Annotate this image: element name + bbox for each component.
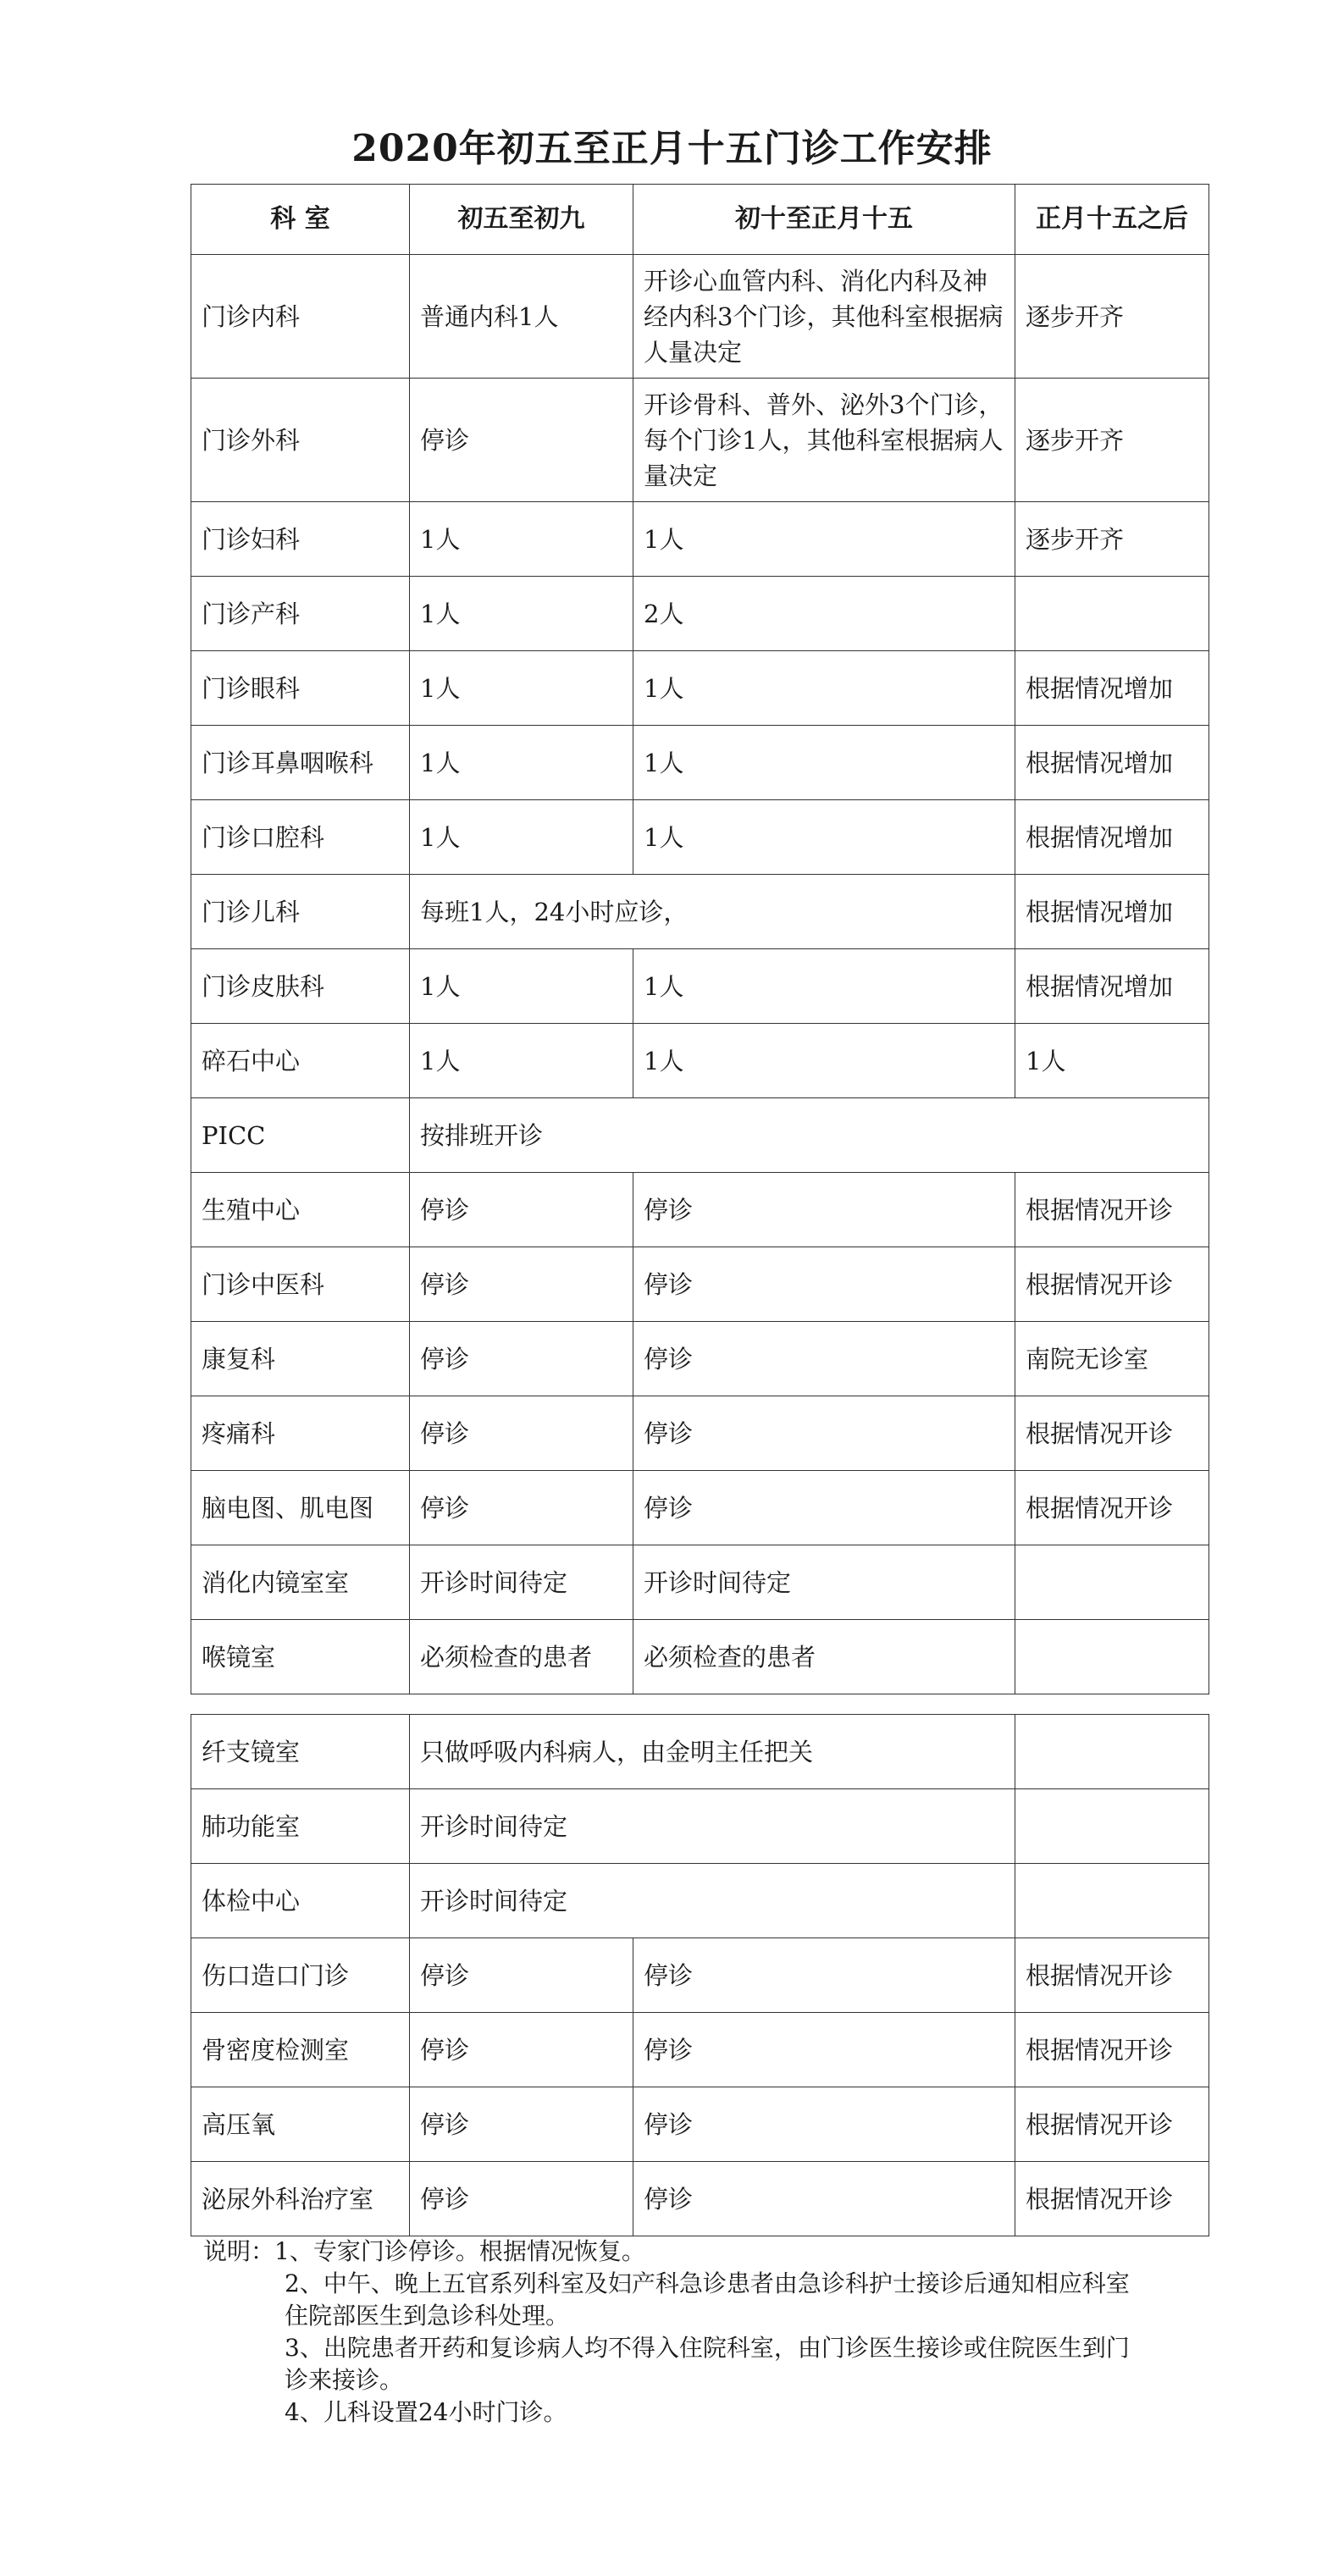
table-row (191, 651, 1209, 726)
period-3-cell: 根据情况开诊 (1015, 1396, 1209, 1471)
period-2-cell: 1人 (633, 502, 1015, 577)
table-row (191, 502, 1209, 577)
table-row (191, 1789, 1209, 1864)
period-3-cell: 根据情况增加 (1015, 726, 1209, 800)
table-row (191, 1864, 1209, 1938)
period-2-cell: 停诊 (633, 2162, 1015, 2236)
period-1-cell: 1人 (410, 502, 633, 577)
table-row (191, 2013, 1209, 2087)
dept-cell: 伤口造口门诊 (191, 1938, 410, 2013)
period-3-cell: 逐步开齐 (1015, 379, 1209, 502)
header-period-2: 初十至正月十五 (633, 185, 1015, 255)
period-3-cell (1015, 577, 1209, 651)
period-1-2-merged-cell: 开诊时间待定 (410, 1789, 1015, 1864)
period-3-cell: 根据情况开诊 (1015, 2013, 1209, 2087)
period-1-cell: 1人 (410, 726, 633, 800)
period-1-cell: 停诊 (410, 1396, 633, 1471)
header-period-3: 正月十五之后 (1015, 185, 1209, 255)
period-3-cell: 逐步开齐 (1015, 255, 1209, 379)
table-row (191, 1715, 1209, 1789)
period-3-cell: 根据情况开诊 (1015, 1471, 1209, 1545)
table-row (191, 1620, 1209, 1694)
period-1-cell: 1人 (410, 651, 633, 726)
period-1-cell: 停诊 (410, 2162, 633, 2236)
period-3-cell (1015, 1864, 1209, 1938)
dept-cell: 消化内镜室室 (191, 1545, 410, 1620)
period-3-cell (1015, 1715, 1209, 1789)
period-3-cell: 根据情况增加 (1015, 800, 1209, 875)
note-text: 1、专家门诊停诊。根据情况恢复。 (274, 2237, 645, 2265)
period-1-cell: 停诊 (410, 379, 633, 502)
period-3-cell: 根据情况开诊 (1015, 1173, 1209, 1247)
dept-cell: 门诊中医科 (191, 1247, 410, 1322)
table-row (191, 875, 1209, 949)
period-2-cell: 1人 (633, 800, 1015, 875)
table-row (191, 255, 1209, 379)
dept-cell: 高压氧 (191, 2087, 410, 2162)
period-2-cell: 开诊骨科、普外、泌外3个门诊，每个门诊1人，其他科室根据病人量决定 (633, 379, 1015, 502)
table-row (191, 1545, 1209, 1620)
table-header-row (191, 185, 1209, 255)
period-3-cell (1015, 1545, 1209, 1620)
header-period-1: 初五至初九 (410, 185, 633, 255)
period-1-cell: 停诊 (410, 1247, 633, 1322)
period-2-cell: 1人 (633, 1024, 1015, 1098)
period-2-cell: 开诊时间待定 (633, 1545, 1015, 1620)
period-3-cell: 根据情况开诊 (1015, 1247, 1209, 1322)
table-row (191, 1322, 1209, 1396)
table-row (191, 1938, 1209, 2013)
table-row (191, 1024, 1209, 1098)
period-2-cell: 停诊 (633, 1173, 1015, 1247)
period-2-cell: 停诊 (633, 1247, 1015, 1322)
period-2-cell: 2人 (633, 577, 1015, 651)
table-row (191, 2162, 1209, 2236)
dept-cell: 脑电图、肌电图 (191, 1471, 410, 1545)
period-2-cell: 停诊 (633, 2013, 1015, 2087)
note-item: 4、儿科设置24小时门诊。 (285, 2398, 567, 2426)
dept-cell: 门诊妇科 (191, 502, 410, 577)
period-3-cell: 根据情况增加 (1015, 875, 1209, 949)
note-item (203, 2236, 1177, 2268)
period-3-cell: 1人 (1015, 1024, 1209, 1098)
table-row (191, 949, 1209, 1024)
period-1-cell: 必须检查的患者 (410, 1620, 633, 1694)
header-dept: 科 室 (191, 185, 410, 255)
period-2-cell: 1人 (633, 949, 1015, 1024)
period-2-cell: 停诊 (633, 1396, 1015, 1471)
period-1-cell: 1人 (410, 800, 633, 875)
period-1-2-merged-cell: 开诊时间待定 (410, 1864, 1015, 1938)
table-row (191, 577, 1209, 651)
page-title: 2020年初五至正月十五门诊工作安排 (351, 127, 993, 170)
period-1-2-merged-cell: 每班1人，24小时应诊， (410, 875, 1015, 949)
dept-cell: 喉镜室 (191, 1620, 410, 1694)
period-2-cell: 停诊 (633, 1322, 1015, 1396)
table-row (191, 800, 1209, 875)
dept-cell: 门诊耳鼻咽喉科 (191, 726, 410, 800)
period-1-cell: 停诊 (410, 2013, 633, 2087)
period-1-cell: 停诊 (410, 1938, 633, 2013)
notes-label: 说明： (203, 2237, 275, 2265)
period-3-cell: 根据情况增加 (1015, 949, 1209, 1024)
period-2-cell: 停诊 (633, 2087, 1015, 2162)
period-1-cell: 停诊 (410, 2087, 633, 2162)
dept-cell: PICC (191, 1098, 410, 1173)
all-periods-merged-cell: 按排班开诊 (410, 1098, 1209, 1173)
table-row (191, 1396, 1209, 1471)
dept-cell: 肺功能室 (191, 1789, 410, 1864)
note-item: 3、出院患者开药和复诊病人均不得入住院科室，由门诊医生接诊或住院医生到门诊来接诊。 (285, 2334, 1130, 2394)
table-row (191, 379, 1209, 502)
dept-cell: 纤支镜室 (191, 1715, 410, 1789)
period-1-cell: 开诊时间待定 (410, 1545, 633, 1620)
note-item: 2、中午、晚上五官系列科室及妇产科急诊患者由急诊科护士接诊后通知相应科室住院部医生到急诊科处理。 (285, 2269, 1130, 2330)
table-row (191, 726, 1209, 800)
period-3-cell (1015, 1789, 1209, 1864)
schedule-table-part1 (191, 184, 1209, 1694)
period-3-cell: 逐步开齐 (1015, 502, 1209, 577)
period-1-cell: 1人 (410, 1024, 633, 1098)
period-2-cell: 开诊心血管内科、消化内科及神经内科3个门诊，其他科室根据病人量决定 (633, 255, 1015, 379)
period-1-cell: 停诊 (410, 1173, 633, 1247)
period-3-cell: 根据情况增加 (1015, 651, 1209, 726)
period-3-cell: 南院无诊室 (1015, 1322, 1209, 1396)
period-2-cell: 1人 (633, 726, 1015, 800)
table-row (191, 1098, 1209, 1173)
table-row (191, 2087, 1209, 2162)
schedule-table-part2 (191, 1714, 1209, 2236)
period-1-cell: 停诊 (410, 1322, 633, 1396)
period-2-cell: 停诊 (633, 1938, 1015, 2013)
dept-cell: 体检中心 (191, 1864, 410, 1938)
period-2-cell: 1人 (633, 651, 1015, 726)
period-2-cell: 必须检查的患者 (633, 1620, 1015, 1694)
period-3-cell: 根据情况开诊 (1015, 2087, 1209, 2162)
period-1-cell: 停诊 (410, 1471, 633, 1545)
dept-cell: 生殖中心 (191, 1173, 410, 1247)
period-1-cell: 普通内科1人 (410, 255, 633, 379)
period-1-2-merged-cell: 只做呼吸内科病人，由金明主任把关 (410, 1715, 1015, 1789)
period-3-cell: 根据情况开诊 (1015, 2162, 1209, 2236)
dept-cell: 门诊外科 (191, 379, 410, 502)
dept-cell: 门诊眼科 (191, 651, 410, 726)
dept-cell: 泌尿外科治疗室 (191, 2162, 410, 2236)
table-row (191, 1471, 1209, 1545)
dept-cell: 疼痛科 (191, 1396, 410, 1471)
notes-section (203, 2236, 1177, 2429)
period-3-cell (1015, 1620, 1209, 1694)
dept-cell: 门诊内科 (191, 255, 410, 379)
dept-cell: 门诊口腔科 (191, 800, 410, 875)
dept-cell: 门诊产科 (191, 577, 410, 651)
period-1-cell: 1人 (410, 577, 633, 651)
dept-cell: 碎石中心 (191, 1024, 410, 1098)
dept-cell: 康复科 (191, 1322, 410, 1396)
table-row (191, 1173, 1209, 1247)
dept-cell: 门诊皮肤科 (191, 949, 410, 1024)
table-row (191, 1247, 1209, 1322)
dept-cell: 骨密度检测室 (191, 2013, 410, 2087)
period-1-cell: 1人 (410, 949, 633, 1024)
period-3-cell: 根据情况开诊 (1015, 1938, 1209, 2013)
period-2-cell: 停诊 (633, 1471, 1015, 1545)
dept-cell: 门诊儿科 (191, 875, 410, 949)
